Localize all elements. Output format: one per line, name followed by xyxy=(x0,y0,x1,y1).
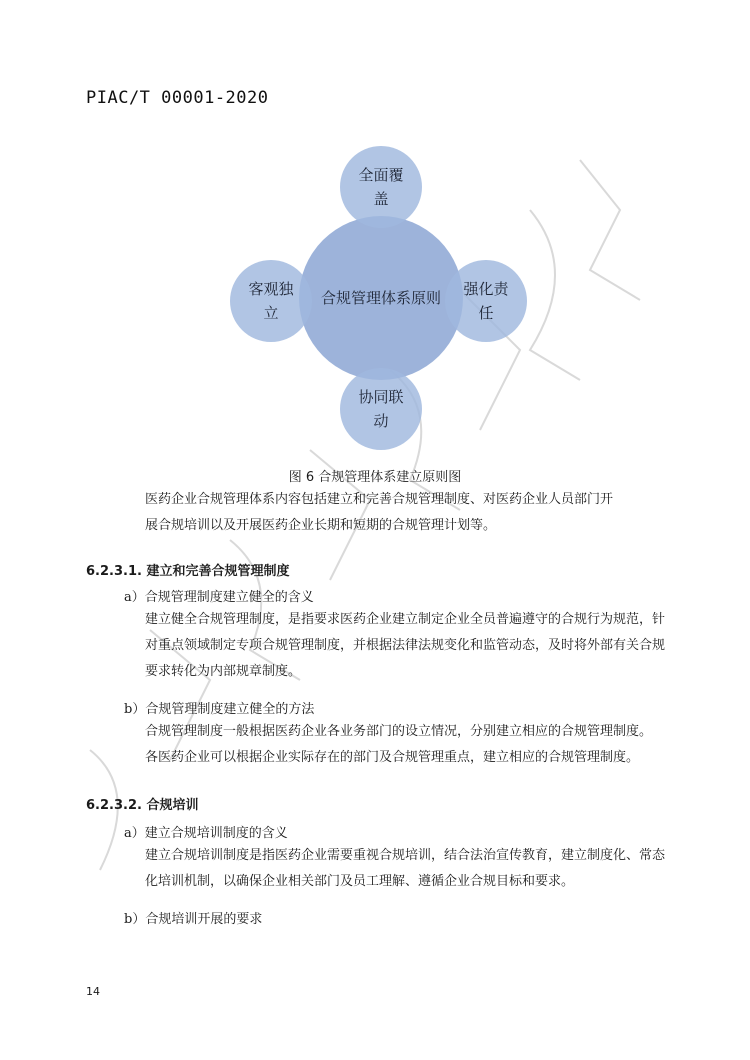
principles-diagram xyxy=(225,146,525,456)
item-b-line-2: 各医药企业可以根据企业实际存在的部门及合规管理重点，建立相应的合规管理制度。 xyxy=(145,750,640,765)
document-code: PIAC/T 00001-2020 xyxy=(86,88,269,108)
right-principle-circle: 强化责任 xyxy=(445,260,527,342)
left-principle-circle: 客观独立 xyxy=(230,260,312,342)
training-a-line-2: 化培训机制，以确保企业相关部门及员工理解、遵循企业合规目标和要求。 xyxy=(145,874,575,889)
training-a-line-1: 建立合规培训制度是指医药企业需要重视合规培训，结合法治宣传教育，建立制度化、常态 xyxy=(145,848,666,863)
section-heading-6-2-3-1: 6.2.3.1. 建立和完善合规管理制度 xyxy=(86,564,290,579)
item-b-label-training: b）合规培训开展的要求 xyxy=(124,912,263,927)
bottom-principle-circle: 协同联动 xyxy=(340,368,422,450)
item-a-label-training: a）建立合规培训制度的含义 xyxy=(124,826,288,841)
item-b-line-1: 合规管理制度一般根据医药企业各业务部门的设立情况，分别建立相应的合规管理制度。 xyxy=(145,724,653,739)
figure-caption: 图 6 合规管理体系建立原则图 xyxy=(288,470,462,485)
item-a-line-1: 建立健全合规管理制度，是指要求医药企业建立制定企业全员普遍遵守的合规行为规范，针 xyxy=(145,612,666,627)
item-a-line-2: 对重点领域制定专项合规管理制度，并根据法律法规变化和监管动态，及时将外部有关合规 xyxy=(145,638,666,653)
item-a-line-3: 要求转化为内部规章制度。 xyxy=(145,664,302,679)
page-number: 14 xyxy=(86,985,100,998)
center-principle-circle: 合规管理体系原则 xyxy=(299,216,463,380)
intro-line-2: 展合规培训以及开展医药企业长期和短期的合规管理计划等。 xyxy=(145,518,497,533)
intro-line-1: 医药企业合规管理体系内容包括建立和完善合规管理制度、对医药企业人员部门开 xyxy=(145,492,614,507)
item-b-label: b）合规管理制度建立健全的方法 xyxy=(124,702,315,717)
section-heading-6-2-3-2: 6.2.3.2. 合规培训 xyxy=(86,798,199,813)
top-principle-circle: 全面覆盖 xyxy=(340,146,422,228)
item-a-label: a）合规管理制度建立健全的含义 xyxy=(124,590,314,605)
